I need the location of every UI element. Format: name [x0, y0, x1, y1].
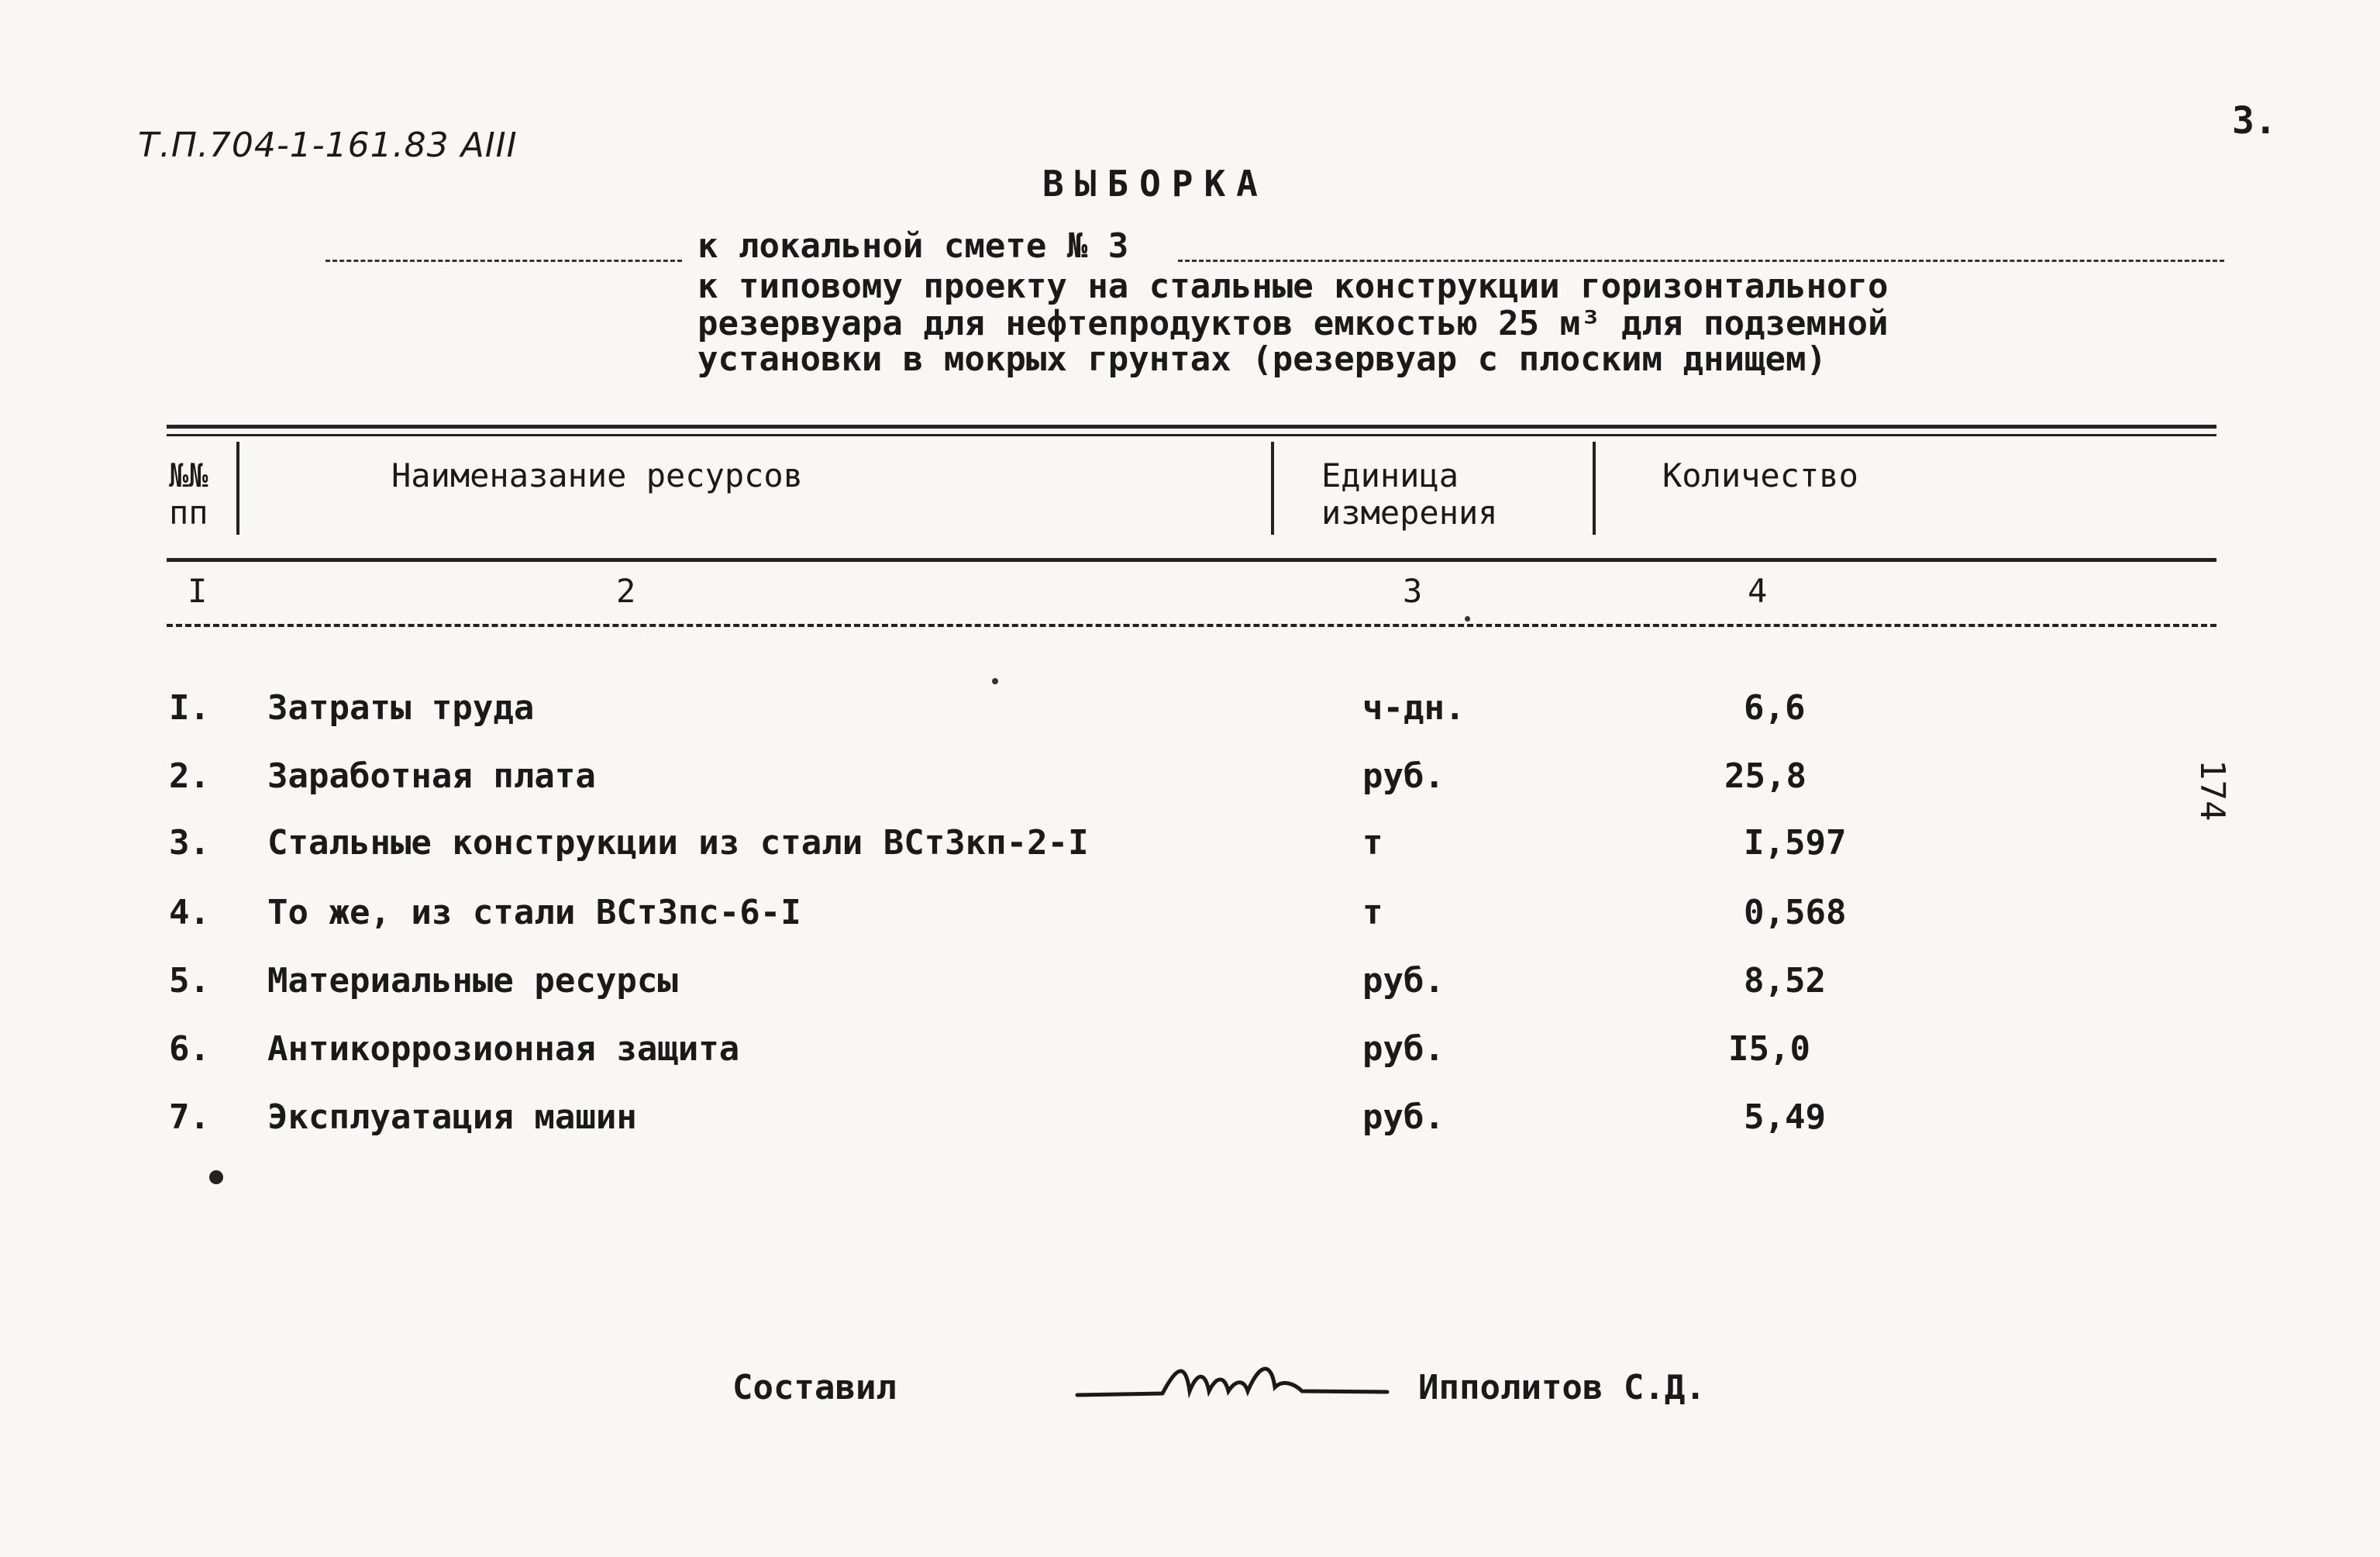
column-header-qty: Количество: [1662, 456, 1858, 494]
column-header-num: [169, 457, 208, 532]
row-qty: 6,6: [1744, 688, 1806, 728]
row-unit: руб.: [1362, 756, 1445, 796]
row-name: Эксплуатация машин: [267, 1097, 637, 1137]
row-unit: руб.: [1362, 1029, 1445, 1069]
side-page-number: 174: [2192, 760, 2232, 822]
row-unit: руб.: [1362, 1097, 1445, 1137]
table-colnum-rule: [167, 624, 2216, 627]
column-separator: [1271, 442, 1274, 535]
row-number: 2.: [169, 756, 210, 796]
column-header-label: измерения: [1321, 494, 1498, 532]
row-number: 3.: [169, 823, 210, 863]
row-qty: 5,49: [1744, 1097, 1826, 1137]
signature-image: [1069, 1349, 1395, 1411]
subtitle-line: к типовому проекту на стальные конструкции горизонтального: [697, 267, 1889, 306]
row-name: Затраты труда: [267, 688, 535, 728]
column-separator: [1593, 442, 1596, 535]
compiled-label: Составил: [732, 1368, 897, 1407]
scan-dot: [1465, 616, 1470, 622]
row-qty: I,597: [1744, 823, 1847, 863]
row-unit: ч-дн.: [1362, 688, 1466, 728]
row-name: Материальные ресурсы: [267, 961, 678, 1001]
column-number: 4: [1748, 572, 1768, 610]
row-number: I.: [169, 688, 210, 728]
page-number: 3.: [2232, 99, 2277, 143]
row-name: Стальные конструкции из стали ВСт3кп-2-I: [267, 823, 1089, 863]
subtitle-line: установки в мокрых грунтах (резервуар с плоским днищем): [697, 339, 1827, 379]
subtitle-line: резервуара для нефтепродуктов емкостью 25 м³ для подземной: [697, 304, 1889, 343]
dashed-leader: [1178, 260, 2224, 262]
row-number: 7.: [169, 1097, 210, 1137]
row-name: Антикоррозионная защита: [267, 1029, 740, 1069]
row-number: 5.: [169, 961, 210, 1001]
column-header-unit: [1321, 457, 1498, 532]
row-name: Заработная плата: [267, 756, 596, 796]
dashed-leader: [325, 260, 682, 262]
table-top-rule-inner: [167, 434, 2216, 436]
scan-dot: [992, 678, 998, 684]
table-top-rule: [167, 425, 2216, 429]
row-unit: руб.: [1362, 961, 1445, 1001]
row-qty: I5,0: [1728, 1029, 1810, 1069]
row-unit: т: [1362, 893, 1383, 932]
table-header-rule: [167, 558, 2216, 562]
row-number: 6.: [169, 1029, 210, 1069]
column-number: I: [188, 572, 208, 610]
column-header-label: Единица: [1321, 456, 1459, 494]
column-header-name: Наименазание ресурсов: [391, 456, 804, 494]
scan-dot: [209, 1170, 223, 1184]
column-number: 2: [616, 572, 636, 610]
row-unit: т: [1362, 823, 1383, 863]
row-qty: 8,52: [1744, 961, 1826, 1001]
subtitle-line: к локальной смете № 3: [697, 226, 1129, 266]
column-separator: [236, 442, 239, 535]
row-name: То же, из стали ВСт3пс-6-I: [267, 893, 801, 932]
column-header-label: №№: [169, 456, 208, 494]
page-title: ВЫБОРКА: [1042, 163, 1269, 205]
row-qty: 0,568: [1744, 893, 1847, 932]
column-header-label: пп: [169, 494, 208, 532]
row-qty: 25,8: [1724, 756, 1807, 796]
compiler-name: Ипполитов С.Д.: [1418, 1368, 1706, 1407]
row-number: 4.: [169, 893, 210, 932]
column-number: 3: [1403, 572, 1423, 610]
document-code: Т.П.704-1-161.83 АIII: [138, 126, 518, 165]
